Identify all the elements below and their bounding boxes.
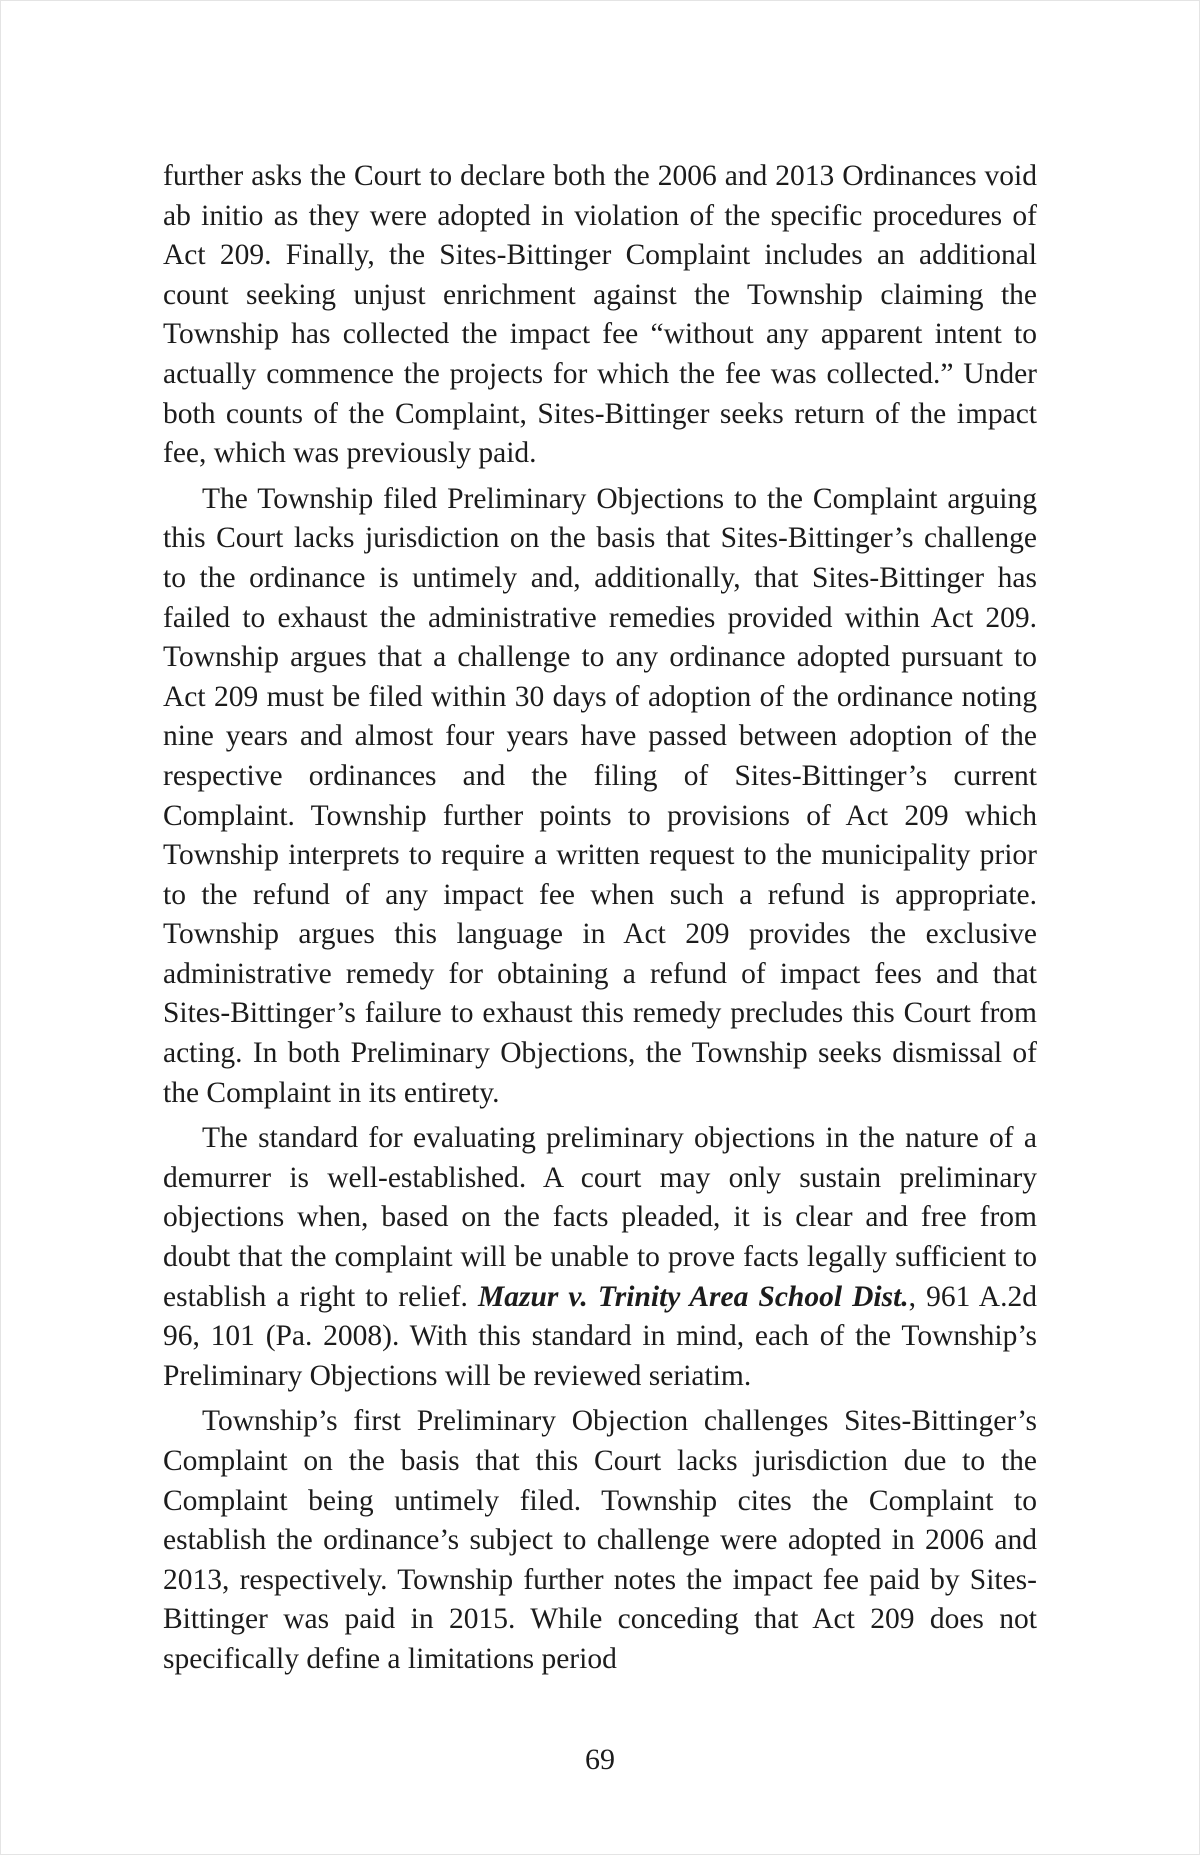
paragraph-3-text-before: The standard for evaluating preliminary objections in the nature of a demurrer is well-established. A court may only sustain preliminary objections when, based on the facts pleaded, it is clear and free from doubt that the complaint will be unable to prove facts legally sufficient to establish a right to relief.	[163, 1122, 1037, 1313]
page-number: 69	[585, 1743, 615, 1776]
case-citation-name: Mazur v. Trinity Area School Dist.	[477, 1280, 909, 1313]
paragraph-2: The Township filed Preliminary Objections to the Complaint arguing this Court lacks jurisdiction on the basis that Sites-Bittinger’s challenge to the ordinance is untimely and, additionally, that Sites-Bittinger has failed to exhaust the administrative remedies provided within Act 209. Township argues that a challenge to any ordinance adopted pursuant to Act 209 must be filed within 30 days of adoption of the ordinance noting nine years and almost four years have passed between adoption of the respective ordinances and the filing of Sites-Bittinger’s current Complaint. Township further points to provisions of Act 209 which Township interprets to require a written request to the municipality prior to the refund of any impact fee when such a refund is appropriate. Township argues this language in Act 209 provides the exclusive administrative remedy for obtaining a refund of impact fees and that Sites-Bittinger’s failure to exhaust this remedy precludes this Court from acting. In both Preliminary Objections, the Township seeks dismissal of the Complaint in its entirety.	[163, 482, 1037, 1109]
paragraph-4: Township’s first Preliminary Objection challenges Sites-Bittinger’s Complaint on the basis that this Court lacks jurisdiction due to the Complaint being untimely filed. Township cites the Complaint to establish the ordinance’s subject to challenge were adopted in 2006 and 2013, respectively. Township further notes the impact fee paid by Sites-Bittinger was paid in 2015. While conceding that Act 209 does not specifically define a limitations period	[163, 1405, 1037, 1675]
paragraph-3-text-after: , 961 A.2d 96, 101 (Pa. 2008). With this standard in mind, each of the Township’s Preliminary Objections will be reviewed seriatim.	[163, 1280, 1037, 1392]
paragraph-3	[163, 1119, 1037, 1396]
paragraph-1: further asks the Court to declare both the 2006 and 2013 Ordinances void ab initio as they were adopted in violation of the specific procedures of Act 209. Finally, the Sites-Bittinger Complaint includes an additional count seeking unjust enrichment against the Township claiming the Township has collected the impact fee “without any apparent intent to actually commence the projects for which the fee was collected.” Under both counts of the Complaint, Sites-Bittinger seeks return of the impact fee, which was previously paid.	[163, 160, 1037, 470]
body-text	[163, 157, 1037, 1686]
